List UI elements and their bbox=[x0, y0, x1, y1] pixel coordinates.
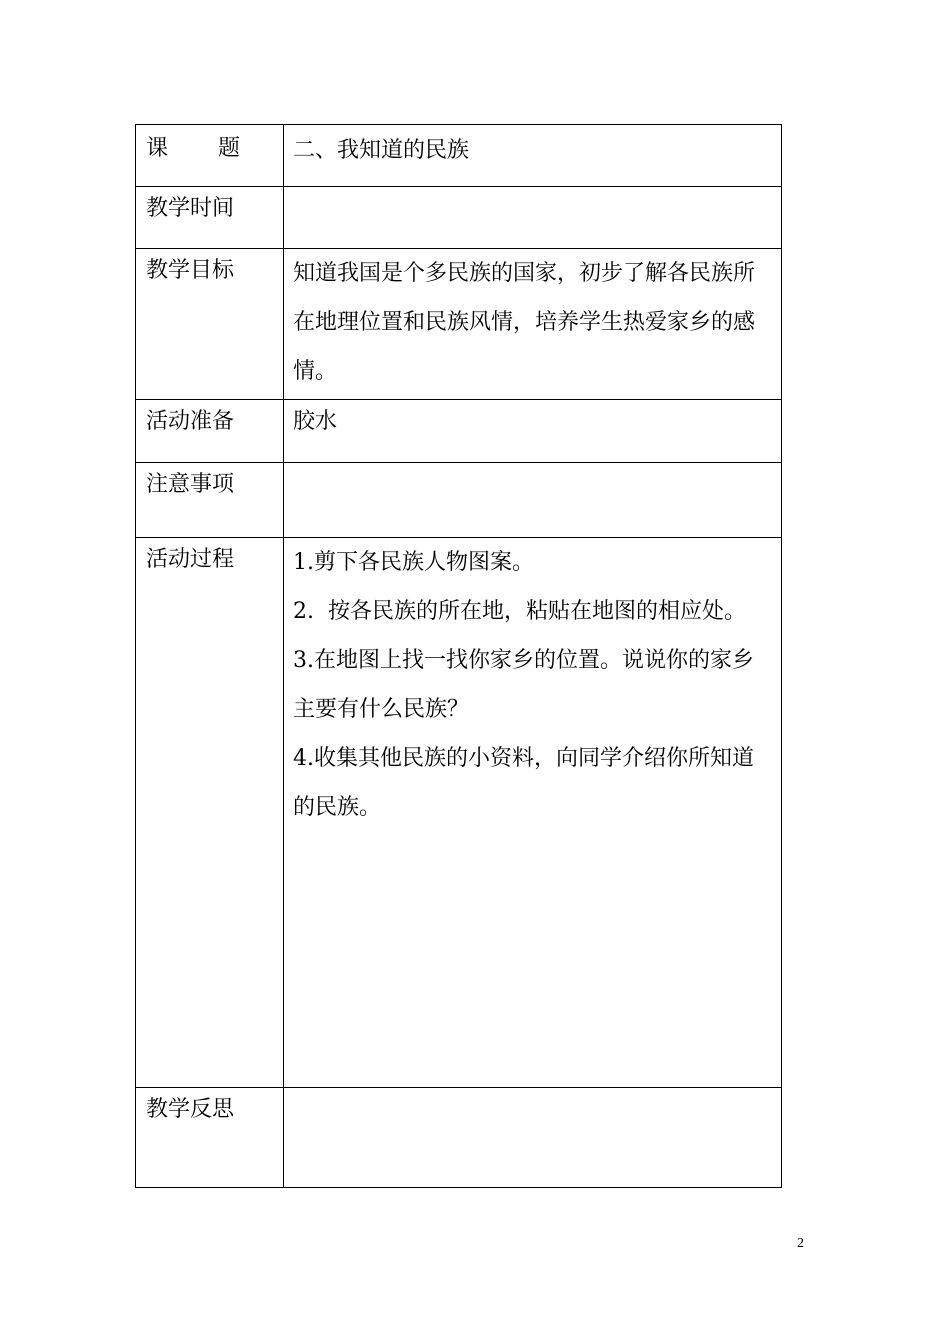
prep-row bbox=[136, 400, 782, 463]
reflection-row bbox=[136, 1088, 782, 1188]
topic-label bbox=[146, 129, 240, 169]
goal-label-cell bbox=[136, 249, 284, 400]
process-step-4: 4.收集其他民族的小资料，向同学介绍你所知道的民族。 bbox=[293, 746, 754, 820]
time-row bbox=[136, 187, 782, 249]
topic-label-char-1: 课 bbox=[146, 136, 169, 161]
topic-value: 二、我知道的民族 bbox=[293, 138, 470, 163]
goal-value-cell bbox=[284, 249, 782, 400]
prep-value: 胶水 bbox=[293, 409, 338, 434]
topic-label-cell bbox=[136, 125, 284, 187]
process-row bbox=[136, 538, 782, 1088]
topic-label-char-2: 题 bbox=[217, 136, 240, 161]
process-label: 活动过程 bbox=[146, 547, 235, 572]
notes-label-cell bbox=[136, 463, 284, 538]
notes-value-cell bbox=[284, 463, 782, 538]
process-step-2: 2. 按各民族的所在地，粘贴在地图的相应处。 bbox=[293, 599, 746, 624]
time-label: 教学时间 bbox=[146, 196, 235, 221]
process-step-3: 3.在地图上找一找你家乡的位置。说说你的家乡主要有什么民族？ bbox=[293, 648, 754, 722]
goal-value: 知道我国是个多民族的国家，初步了解各民族所在地理位置和民族风情，培养学生热爱家乡的感情。 bbox=[293, 261, 756, 384]
notes-row bbox=[136, 463, 782, 538]
goal-row bbox=[136, 249, 782, 400]
prep-label-cell bbox=[136, 400, 284, 463]
process-label-cell bbox=[136, 538, 284, 1088]
time-value-cell bbox=[284, 187, 782, 249]
notes-label: 注意事项 bbox=[146, 472, 235, 497]
page-number: 2 bbox=[797, 1236, 804, 1251]
time-label-cell bbox=[136, 187, 284, 249]
goal-label: 教学目标 bbox=[146, 258, 235, 283]
reflection-label-cell bbox=[136, 1088, 284, 1188]
prep-value-cell bbox=[284, 400, 782, 463]
process-value-cell bbox=[284, 538, 782, 1088]
process-step-1: 1.剪下各民族人物图案。 bbox=[293, 550, 534, 575]
reflection-label: 教学反思 bbox=[146, 1097, 235, 1122]
reflection-value-cell bbox=[284, 1088, 782, 1188]
topic-row bbox=[136, 125, 782, 187]
prep-label: 活动准备 bbox=[146, 409, 235, 434]
lesson-plan-table bbox=[135, 124, 782, 1188]
topic-value-cell bbox=[284, 125, 782, 187]
